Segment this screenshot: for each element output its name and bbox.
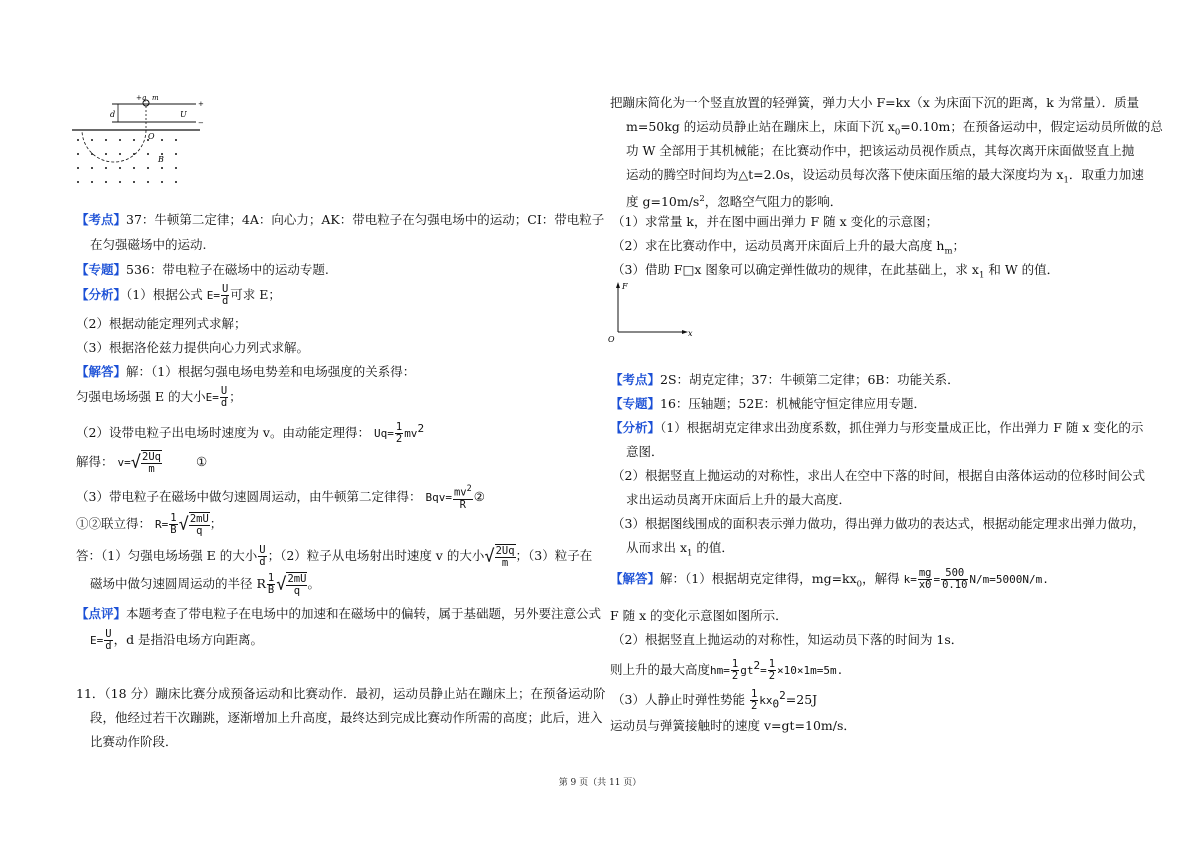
jieda-line-1: 【解答】解：（1）根据匀强电场电势差和电场强度的关系得： <box>76 364 416 379</box>
fenxi-line-3: （3）根据洛伦兹力提供向心力列式求解。 <box>76 340 309 355</box>
r-q1: （1）求常量 k，并在图中画出弹力 F 随 x 变化的示意图； <box>612 214 939 229</box>
r-fenxi-3b: 从而求出 $x_1$ 的值． <box>626 540 734 559</box>
fig-label-B: B <box>158 155 164 164</box>
answer-line-1: 答：（1）匀强电场场强 E 的大小 $\frac{U}{d}$ ；（2）粒子从电场射出时速度 v 的大小√ $\frac{2Uq}{m}$ ；（3）粒子在 <box>76 544 593 569</box>
sqrt-v: √ $\frac{2Uq}{m}$ <box>130 450 161 475</box>
fig-label-d: d <box>110 110 116 119</box>
r-fenxi-1: 【分析】（1）根据胡克定律求出劲度系数，抓住弹力与形变量成正比，作出弹力 F 随 x 变化的示 <box>610 420 1144 435</box>
r-fenxi-2: （2）根据竖直上抛运动的对称性，求出人在空中下落的时间，根据自由落体运动的位移时间公式 <box>612 468 1145 483</box>
zhuanti-line: 【专题】536：带电粒子在磁场中的运动专题. <box>76 262 329 277</box>
axis-label-F: F <box>622 282 628 291</box>
r-jieda-1: 【解答】解：（1）根据胡克定律得，$mg=kx_0$，解得 k= $\frac{mg}{x0}$ = $\frac{500}{0.10}$ N/m=5000N/m. <box>610 567 1049 591</box>
kaodian-line-1: 【考点】37：牛顿第二定律；4A：向心力；AK：带电粒子在匀强电场中的运动；CI：带电粒子 <box>76 212 605 227</box>
r-p4: 运动的腾空时间均为△t=2.0s，设运动员每次落下使床面压缩的最大深度均为 $x_1$．取重力加速 <box>626 167 1144 186</box>
r-j3: （3）人静止时弹性势能 $\frac{1}{2}$ $kx_0^2=25J$ <box>612 688 818 713</box>
r-p1: 把蹦床简化为一个竖直放置的轻弹簧，弹力大小 F=kx（x 为床面下沉的距离，k 为常量）．质量 <box>610 95 1140 110</box>
fig-label-minus: − <box>198 119 204 127</box>
fig-label-q: +q <box>136 94 147 102</box>
r-fx: F 随 x 的变化示意图如图所示． <box>610 608 788 623</box>
fig-label-O: O <box>148 132 155 141</box>
r-q3: （3）借助 F□x 图象可以确定弹性做功的规律，在此基础上，求 $x_1$ 和 W 的值． <box>612 262 1060 281</box>
r-p3: 功 W 全部用于其机械能；在比赛动作中，把该运动员视作质点，其每次离开床面做竖直上抛 <box>626 143 1135 158</box>
r-q2: （2）求在比赛动作中，运动员离开床面后上升的最大高度 $h_m$； <box>612 238 966 257</box>
jieda-line-3: （3）带电粒子在磁场中做匀速圆周运动，由牛顿第二定律得： Bqv= $\frac{mv^2}{R}$ ② <box>76 484 485 511</box>
jieda-line-2: （2）设带电粒子出电场时速度为 v。由动能定理得： Uq= $\frac{1}{2}$ $mv^2$ <box>76 421 425 446</box>
jieda-v-line: 解得： v=√ $\frac{2Uq}{m}$ ① <box>76 450 208 475</box>
r-kaodian: 【考点】2S：胡克定律；37：牛顿第二定律；6B：功能关系． <box>610 372 960 387</box>
field-figure <box>68 92 208 192</box>
answer-line-2: 磁场中做匀速圆周运动的半径 R $\frac{1}{B}$ √ $\frac{2mU}{q}$ 。 <box>90 572 320 597</box>
kaodian-line-2: 在匀强磁场中的运动. <box>90 237 207 252</box>
fig-label-m: m <box>152 94 159 102</box>
axis-label-x: x <box>688 329 693 338</box>
r-fenxi-1b: 意图． <box>626 444 664 459</box>
r-j2b: 则上升的最大高度hm= $\frac{1}{2}$ $gt^2=$ $\frac{1}{2}$ ×10×1m=5m. <box>610 658 844 683</box>
r-p5: 度 $g=10m/s^2$，忽略空气阻力的影响． <box>626 194 843 210</box>
zhuanti-tag: 【专题】 <box>76 262 127 277</box>
fig-label-U: U <box>180 110 187 119</box>
fig-label-plus: + <box>198 100 204 108</box>
r-fenxi-2b: 求出运动员离开床面后上升的最大高度． <box>626 492 852 507</box>
kaodian-tag: 【考点】 <box>76 212 127 227</box>
dianping-tag: 【点评】 <box>76 606 127 621</box>
r-j2: （2）根据竖直上抛运动的对称性，知运动员下落的时间为 1s． <box>612 632 964 647</box>
dianping-line-2: E= $\frac{U}{d}$ ，d 是指沿电场方向距离。 <box>90 628 264 652</box>
r-zhuanti: 【专题】16：压轴题；52E：机械能守恒定律应用专题． <box>610 396 926 411</box>
q11-line-1: 11．（18 分）蹦床比赛分成预备运动和比赛动作．最初，运动员静止站在蹦床上；在预备运动阶 <box>76 686 606 701</box>
jieda-E-line: 匀强电场场强 E 的大小E= $\frac{U}{d}$ ； <box>76 385 242 409</box>
dianping-line-1: 【点评】本题考查了带电粒子在电场中的加速和在磁场中的偏转，属于基础题，另外要注意公式 <box>76 606 602 621</box>
fenxi-tag: 【分析】 <box>76 287 127 302</box>
q11-line-2: 段，他经过若干次蹦跳，逐渐增加上升高度，最终达到完成比赛动作所需的高度；此后，进入 <box>90 710 603 725</box>
q11-line-3: 比赛动作阶段． <box>90 734 178 749</box>
r-fenxi-3: （3）根据图线围成的面积表示弹力做功，得出弹力做功的表达式，根据动能定理求出弹力做功， <box>612 516 1145 531</box>
formula-E: $\frac{U}{d}$ <box>221 283 229 307</box>
fenxi-line-2: （2）根据动能定理列式求解； <box>76 316 247 331</box>
axis-label-O: O <box>608 335 615 344</box>
page-footer: 第 9 页（共 11 页） <box>558 778 642 788</box>
fenxi-line-1: 【分析】（1）根据公式 E= $\frac{U}{d}$ 可求 E； <box>76 283 281 307</box>
f-x-axes <box>606 280 696 344</box>
jieda-tag: 【解答】 <box>76 364 127 379</box>
r-j4: 运动员与弹簧接触时的速度 v=gt=10m/s． <box>610 718 856 733</box>
jieda-R-line: ①②联立得： R= $\frac{1}{B}$ √ $\frac{2mU}{q}$ ； <box>76 512 223 537</box>
r-p2: m=50kg 的运动员静止站在蹦床上，床面下沉 $x_0=0.10m$；在预备运动中，假定运动员所做的总 <box>626 119 1163 138</box>
